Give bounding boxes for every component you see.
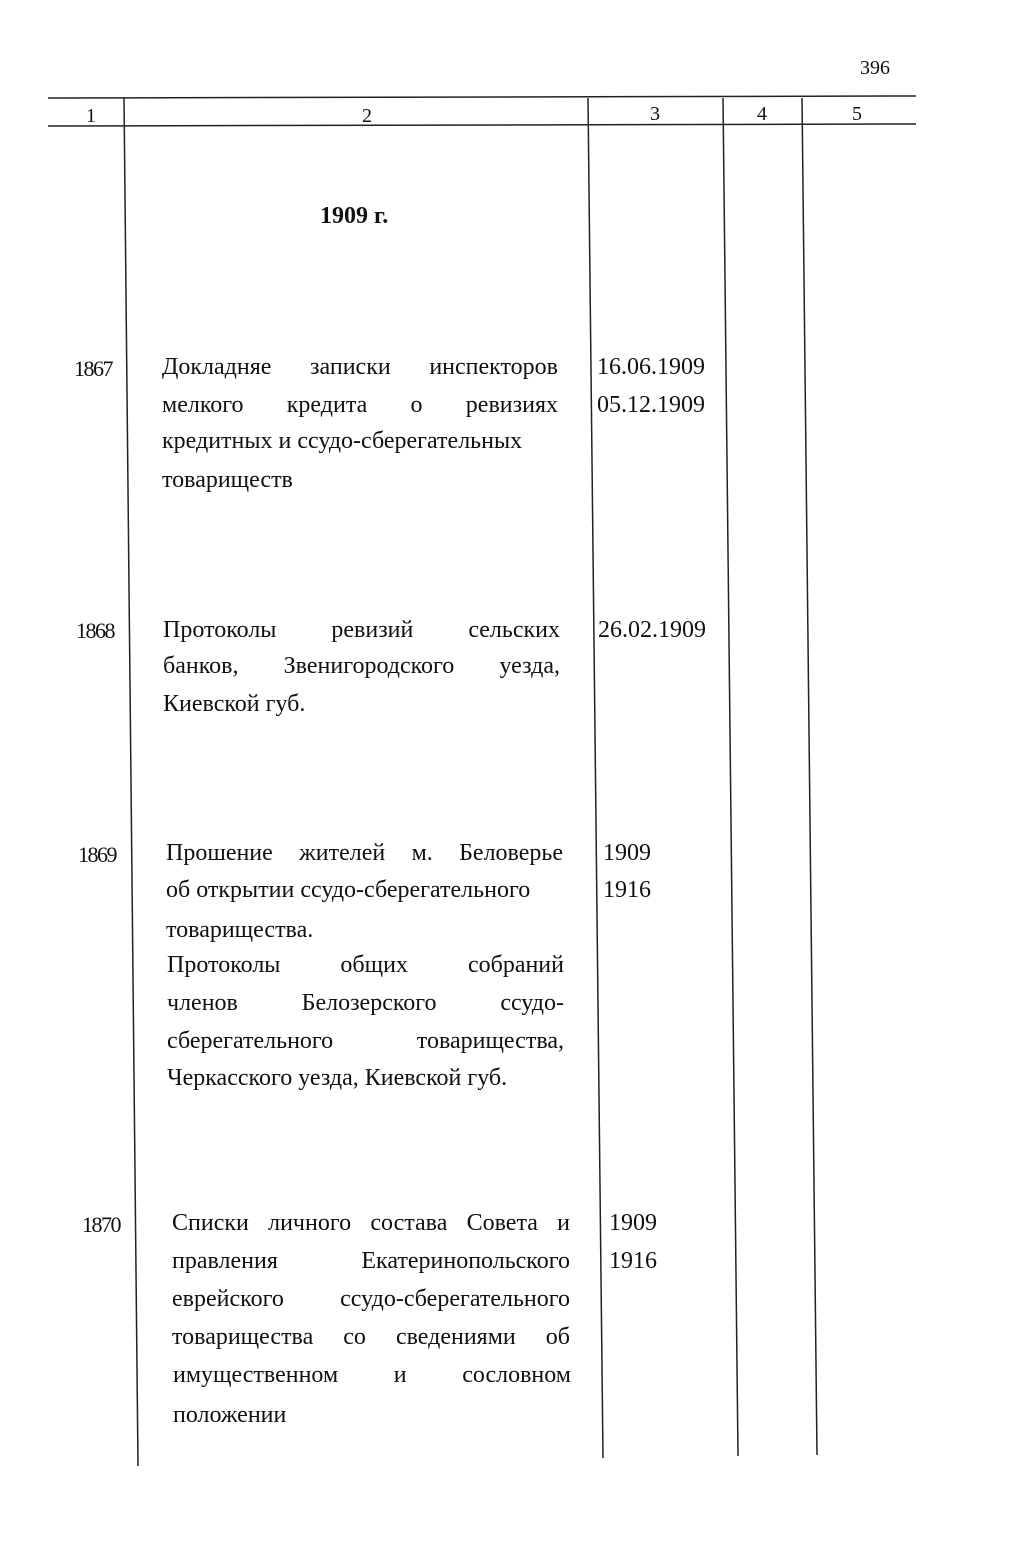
entry-line: еврейского ссудо-сберегательного (172, 1286, 570, 1312)
entry-line: кредитных и ссудо-сберегательных (162, 428, 523, 454)
entry-line: Черкасского уезда, Киевской губ. (167, 1065, 508, 1091)
entry-number: 1868 (76, 618, 114, 643)
column-header-1: 1 (86, 105, 96, 127)
entry-number: 1869 (78, 842, 116, 867)
entry-line: Киевской губ. (163, 691, 306, 717)
header-bottom-rule (48, 124, 916, 126)
entry-line: мелкого кредита о ревизиях (162, 392, 558, 418)
entry-date: 1916 (603, 877, 651, 903)
header-top-rule (48, 96, 916, 98)
column-header-5: 5 (852, 103, 862, 125)
entry-line: Протоколы ревизий сельских (163, 617, 560, 643)
entry-line: товариществ (162, 467, 293, 493)
entry-number: 1870 (82, 1212, 120, 1237)
column-divider-2 (588, 98, 603, 1458)
column-header-4: 4 (757, 103, 767, 125)
entry-line: Списки личного состава Совета и (172, 1210, 570, 1236)
entry-line: сберегательного товарищества, (167, 1028, 564, 1054)
entry-date: 1916 (609, 1248, 657, 1274)
entry-line: имущественном и сословном (173, 1362, 571, 1388)
year-heading: 1909 г. (320, 203, 389, 229)
column-divider-1 (124, 98, 138, 1466)
entry-date: 26.02.1909 (598, 617, 706, 643)
entry-line: банков, Звенигородского уезда, (163, 653, 560, 679)
entry-date: 1909 (603, 840, 651, 866)
entry-line: положении (173, 1402, 287, 1428)
entry-line: об открытии ссудо-сберегательного (166, 877, 531, 903)
entry-line: товарищества со сведениями об (172, 1324, 570, 1350)
column-divider-4 (802, 98, 817, 1455)
entry-date: 05.12.1909 (597, 392, 705, 418)
column-header-3: 3 (650, 103, 660, 125)
entry-line: правления Екатеринопольского (172, 1248, 570, 1274)
entry-number: 1867 (74, 356, 112, 381)
entry-line: товарищества. (166, 917, 314, 943)
entry-date: 16.06.1909 (597, 354, 705, 380)
entry-line: членов Белозерского ссудо- (167, 990, 564, 1016)
column-divider-3 (723, 98, 738, 1456)
entry-line: Протоколы общих собраний (167, 952, 564, 978)
page-number: 396 (860, 57, 890, 79)
entry-line: Прошение жителей м. Беловерье (166, 840, 563, 866)
entry-date: 1909 (609, 1210, 657, 1236)
column-header-2: 2 (362, 105, 372, 127)
entry-line: Докладняе записки инспекторов (162, 354, 558, 380)
